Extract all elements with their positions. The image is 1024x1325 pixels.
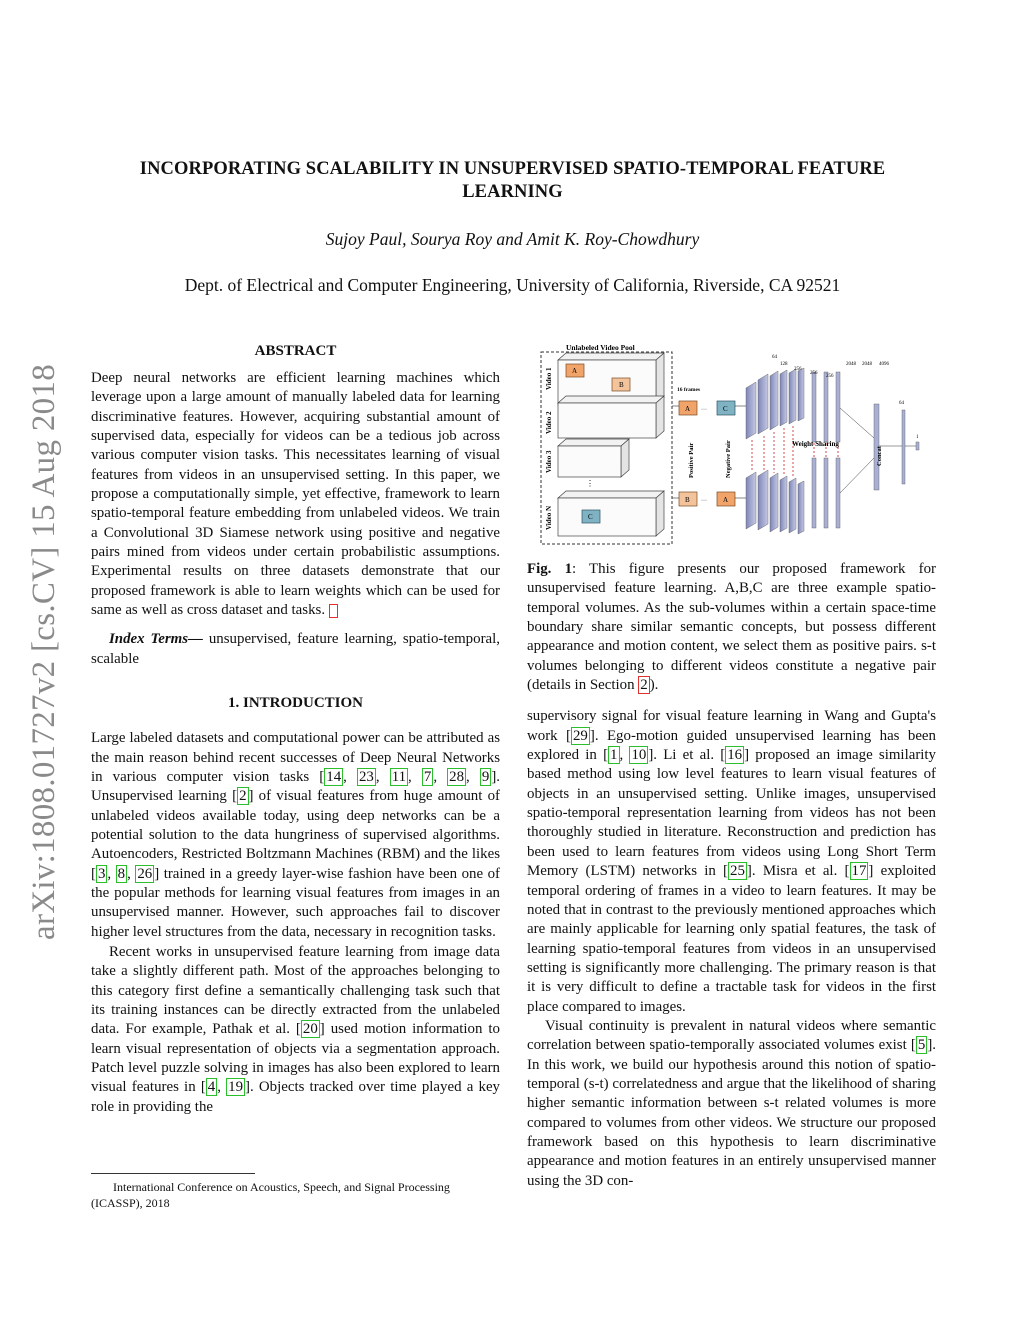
video-2-label: Video 2 — [545, 411, 553, 434]
paper-authors: Sujoy Paul, Sourya Roy and Amit K. Roy-Chowdhury — [325, 229, 700, 249]
text-run: Visual continuity is prevalent in natural videos where semantic correlation between spatio-temporally associated volumes exist [ — [527, 1017, 936, 1054]
citation-link[interactable]: 3 — [97, 865, 106, 882]
left-column — [91, 343, 500, 1117]
video-n-volume — [558, 491, 664, 536]
box-c: C — [588, 513, 593, 521]
text-run: ]. Misra et al. [ — [746, 863, 850, 880]
citation-link[interactable]: 8 — [117, 865, 126, 882]
abstract-footnote-mark[interactable] — [329, 604, 339, 618]
text-run: , — [343, 768, 357, 785]
video-3-label: Video 3 — [545, 450, 553, 473]
citation-link[interactable]: 9 — [481, 768, 490, 785]
citation-link[interactable]: 1 — [610, 747, 618, 764]
abstract-text — [91, 369, 500, 621]
size-4096: 4096 — [879, 362, 889, 367]
text-run: ] exploited temporal ordering of frames in a video to learn features. It may be noted that in contrast to the previously mentioned approaches which are mainly applicable for learning only spatial features, the task of learning spatio-temporal features from videos in an unsupervised setting is significantly more challenging. The primary reason is that it is very difficult to define a tractable task for videos in the first place compared to images. — [527, 863, 937, 1015]
video-1-label: Video 1 — [545, 367, 553, 390]
text-run: , — [375, 768, 390, 785]
text-run: supervisory signal for visual feature learning in Wang and Gupta's work [ — [527, 708, 936, 744]
fc-64-layer — [902, 410, 905, 484]
text-run: , — [107, 865, 116, 882]
text-run: ] trained in a greedy layer-wise fashion have been one of the popular methods for learning visual features from images in an unsupervised manner. However, such approaches fail to discover higher level structures from the data, necessary in recognition tasks. — [91, 865, 500, 940]
text-run: ]. Ego-motion guided unsupervised learning has been explored in [ — [527, 727, 936, 764]
output-layer — [916, 442, 919, 450]
text-run: , — [127, 865, 136, 882]
citation-link[interactable]: 26 — [137, 865, 153, 882]
pos-pair-b: B — [685, 496, 690, 504]
size-256-a: 256 — [794, 367, 802, 372]
section-link[interactable]: 2 — [640, 677, 648, 694]
footnote: International Conference on Acoustics, Speech, and Signal Processing (ICASSP), 2018 — [91, 1180, 450, 1210]
text-run: ]. Unsupervised learning [ — [91, 768, 501, 805]
concat-label: Concat — [876, 446, 883, 466]
video-pool-label: Unlabeled Video Pool — [566, 343, 635, 352]
size-256-b: 256 — [810, 371, 818, 376]
neg-pair-c: C — [723, 405, 728, 413]
text-run: , — [466, 768, 480, 785]
right-paragraph-1 — [527, 707, 936, 1017]
index-terms — [91, 630, 500, 669]
citation-link[interactable]: 10 — [631, 747, 647, 764]
text-run: ]. In this work, we build our hypothesis around this notion of spatio-temporal (s-t) correlatedness and argue that the likelihood of sharing higher semantic information between s-t related volumes is more compared to volumes from other videos. We structure our proposed framework based on this hypothesis to learn discriminative appearance and motion features in an entirely unsupervised manner using the 3D con- — [527, 1037, 936, 1189]
ellipsis: ⋮ — [586, 479, 594, 488]
size-256-c: 256 — [826, 374, 834, 379]
citation-link[interactable]: 16 — [727, 747, 743, 764]
footnote-divider — [91, 1173, 255, 1174]
citation-link[interactable]: 28 — [449, 768, 465, 785]
citation-link[interactable]: 2 — [239, 788, 247, 805]
right-paragraph-2 — [527, 1017, 936, 1191]
text-run: , — [217, 1079, 227, 1096]
intro-paragraph-1 — [91, 729, 500, 942]
svg-text:···: ··· — [701, 407, 707, 413]
intro-heading: 1. INTRODUCTION — [227, 695, 363, 712]
figure-caption-label: Fig. 1 — [527, 561, 573, 577]
weight-sharing-label: Weight Sharing — [792, 440, 839, 448]
figure-caption — [527, 560, 936, 695]
svg-text:···: ··· — [701, 498, 707, 504]
figure-1 — [536, 338, 936, 548]
positive-pair-label: Positive Pair — [688, 442, 695, 478]
size-64: 64 — [772, 355, 777, 360]
citation-link[interactable]: 11 — [391, 768, 407, 785]
box-a: A — [572, 367, 578, 375]
citation-link[interactable]: 23 — [358, 768, 374, 785]
video-2-volume — [558, 396, 664, 438]
citation-link[interactable]: 4 — [207, 1079, 216, 1096]
citation-link[interactable]: 5 — [917, 1037, 926, 1054]
abstract-body: Deep neural networks are efficient learning machines which leverage upon a large amount of manually labeled data for learning discriminative features. However, acquiring substantial amount of supervised data, especially for videos can be a tedious job across various computer vision tasks. This necessitates learning of visual features from videos in an unsupervised setting. In this paper, we propose a computationally simple, yet effective, framework to learn spatio-temporal feature embedding from unlabeled videos. We train a Convolutional 3D Siamese network using positive and negative pairs mined from videos under certain probabilistic assumptions. Experimental results on three datasets demonstrate that our proposed framework is able to learn weights which can be used for same as well as cross dataset and tasks. — [91, 370, 500, 619]
box-b: B — [619, 381, 624, 389]
arxiv-identifier: arXiv:1808.01727v2 [cs.CV] 15 Aug 2018 — [26, 363, 62, 940]
size-2048-a: 2048 — [846, 362, 856, 367]
text-run: Large labeled datasets and computational power can be attributed as the main reason behind recent successes of Deep Neural Networks in various computer vision tasks [ — [91, 730, 500, 785]
framework-diagram — [536, 338, 936, 548]
text-run: ]. Li et al. [ — [648, 747, 726, 764]
text-run: ). — [649, 677, 659, 694]
text-run: , — [433, 768, 448, 785]
neg-pair-a: A — [723, 496, 729, 504]
size-2048-b: 2048 — [862, 362, 872, 367]
text-run: , — [619, 747, 630, 764]
network-bottom — [746, 458, 840, 534]
text-run: ] proposed an image similarity based method using low level features to learn visual features of objects in an unsupervised setting. Unlike images, unsupervised spatio-temporal representation learning from videos has not been thoroughly studied in literature. Reconstruction and prediction has been used to learn features from videos using Long Short Term Memory (LSTM) networks in [ — [527, 747, 936, 880]
text-run: ] of visual features from huge amount of unlabeled videos available today, using deep networks can be a potential solution to the data hungriness of supervised algorithms. Autoencoders, Restricted Boltzmann Machines (RBM) and the likes [ — [91, 788, 501, 882]
right-column — [527, 560, 936, 1191]
pos-pair-a: A — [685, 405, 691, 413]
citation-link[interactable]: 25 — [730, 863, 745, 880]
text-run: ] used motion information to learn visual representation of objects via a segmentation approach. Patch level puzzle solving in images has also been explored to learn visual features in [ — [91, 1021, 500, 1096]
paper-affiliation: Dept. of Electrical and Computer Engineering, University of California, Riverside, CA 92521 — [184, 275, 841, 295]
intro-paragraph-2 — [91, 943, 500, 1117]
text-run: : This figure presents our proposed framework for unsupervised feature learning. A,B,C are three example spatio-temporal volumes. As the sub-volumes within a certain space-time boundary share similar semantic concepts, but possess different appearance and motion content, we select them as positive pairs. s-t volumes belonging to different videos constitute a negative pair (details in Section — [527, 561, 936, 694]
abstract-heading: ABSTRACT — [254, 343, 337, 359]
index-terms-label: Index Terms— — [109, 631, 203, 648]
text-run: ]. Objects tracked over time played a key role in providing the — [91, 1079, 500, 1115]
size-128: 128 — [780, 362, 788, 367]
index-terms-text: unsupervised, feature learning, spatio-temporal, scalable — [91, 631, 500, 667]
negative-pair-label: Negative Pair — [725, 440, 732, 478]
citation-link[interactable]: 7 — [423, 768, 432, 785]
video-n-label: Video N — [545, 505, 553, 530]
citation-link[interactable]: 17 — [851, 863, 867, 880]
paper-title: INCORPORATING SCALABILITY IN UNSUPERVISED SPATIO-TEMPORAL FEATURE LEARNING — [139, 159, 886, 202]
text-run: , — [408, 768, 422, 785]
video-3-volume — [558, 439, 629, 477]
citation-link[interactable]: 14 — [326, 768, 342, 785]
frames-label: 16 frames — [677, 387, 701, 393]
citation-link[interactable]: 29 — [572, 727, 588, 744]
citation-link[interactable]: 19 — [228, 1079, 244, 1096]
citation-link[interactable]: 20 — [302, 1021, 318, 1038]
size-1: 1 — [916, 435, 919, 440]
text-run: Recent works in unsupervised feature learning from image data take a slightly different path. Most of the approaches belonging to this category first define a semantically challenging task such that its training instances can be directly extracted from the unlabeled data. For example, Pathak et al. [ — [91, 943, 500, 1038]
size-64-fc: 64 — [899, 401, 904, 406]
